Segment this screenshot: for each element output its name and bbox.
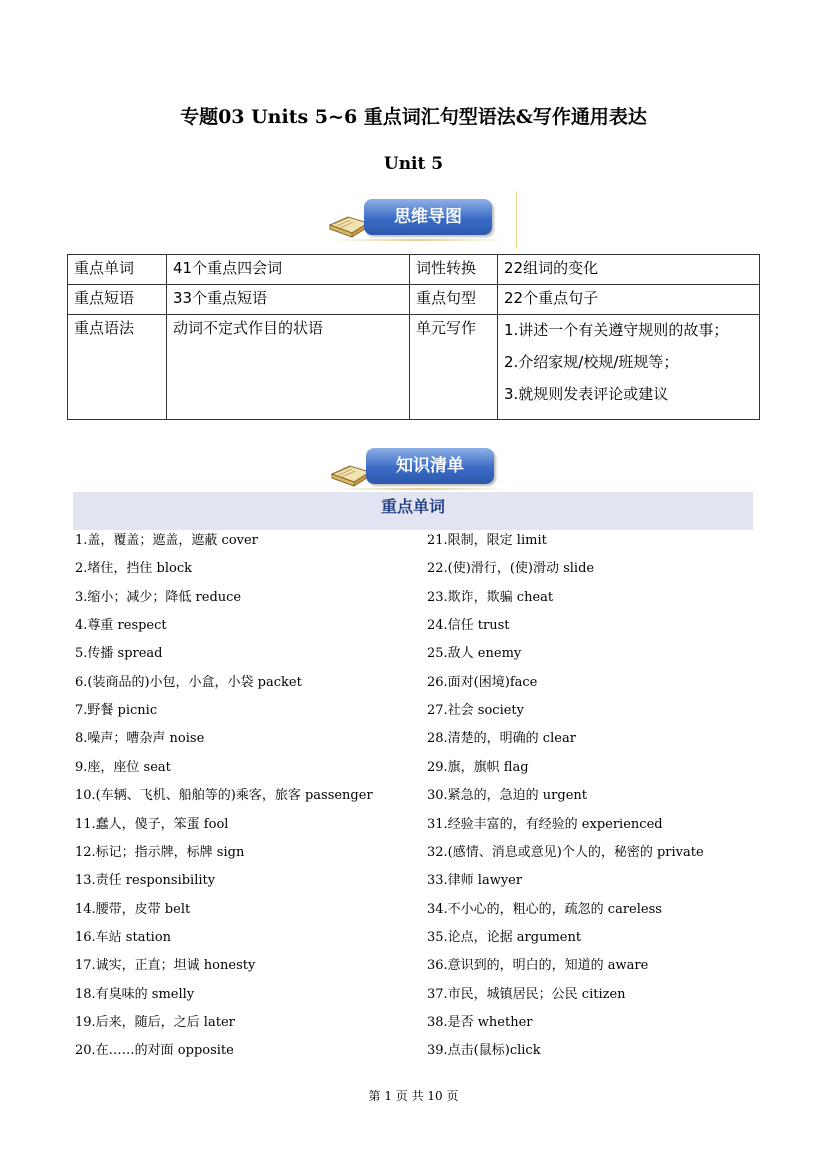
banner-divider xyxy=(516,191,517,249)
knowledge-list-label: 知识清单 xyxy=(366,448,494,484)
table-cell: 41个重点四会词 xyxy=(167,255,410,285)
vocab-item: 31.经验丰富的，有经验的 experienced xyxy=(427,816,663,832)
vocab-item: 34.不小心的，粗心的，疏忽的 careless xyxy=(427,901,662,917)
vocab-item: 23.欺诈，欺骗 cheat xyxy=(427,589,554,605)
vocab-item: 8.噪声；嘈杂声 noise xyxy=(75,731,205,747)
vocab-item: 13.责任 responsibility xyxy=(75,873,216,889)
banner-underline xyxy=(328,239,508,241)
vocab-item: 6.(装商品的)小包，小盒，小袋 packet xyxy=(75,674,302,690)
document-title: 专题03 Units 5~6 重点词汇句型语法&写作通用表达 xyxy=(180,106,647,128)
table-cell: 词性转换 xyxy=(410,255,498,285)
vocab-item: 25.敌人 enemy xyxy=(427,646,522,662)
cell-line: 22组词的变化 xyxy=(504,259,599,277)
vocab-item: 7.野餐 picnic xyxy=(75,703,158,719)
writing-task-3: 3.就规则发表评论或建议 xyxy=(504,385,669,403)
table-cell: 重点语法 xyxy=(68,315,167,420)
mind-map-label: 思维导图 xyxy=(364,199,492,235)
vocab-item: 30.紧急的，急迫的 urgent xyxy=(427,788,588,804)
table-cell: 33个重点短语 xyxy=(167,285,410,315)
table-cell xyxy=(498,315,760,420)
vocab-item: 10.(车辆、飞机、船舶等的)乘客，旅客 passenger xyxy=(75,788,373,804)
table-cell: 重点单词 xyxy=(68,255,167,285)
table-cell xyxy=(498,285,760,315)
table-cell: 重点短语 xyxy=(68,285,167,315)
unit-heading: Unit 5 xyxy=(383,154,444,174)
vocab-item: 3.缩小；减少；降低 reduce xyxy=(75,589,242,605)
table-row xyxy=(68,315,760,420)
vocab-item: 29.旗，旗帜 flag xyxy=(427,759,529,775)
vocab-item: 39.点击(鼠标)click xyxy=(427,1043,541,1059)
vocab-item: 9.座，座位 seat xyxy=(75,759,171,775)
vocab-item: 5.传播 spread xyxy=(75,646,163,662)
vocab-item: 32.(感情、消息或意见)个人的，秘密的 private xyxy=(427,844,704,860)
vocab-item: 37.市民，城镇居民；公民 citizen xyxy=(427,986,626,1002)
overview-table xyxy=(67,254,760,420)
table-row xyxy=(68,255,760,285)
vocab-item: 38.是否 whether xyxy=(427,1014,533,1030)
vocab-item: 27.社会 society xyxy=(427,703,525,719)
table-cell xyxy=(498,255,760,285)
table-cell: 单元写作 xyxy=(410,315,498,420)
vocab-item: 22.(使)滑行，(使)滑动 slide xyxy=(427,561,595,577)
vocab-item: 14.腰带，皮带 belt xyxy=(75,901,191,917)
vocab-item: 19.后来，随后，之后 later xyxy=(75,1014,235,1030)
section-title: 重点单词 xyxy=(73,492,753,530)
writing-task-1: 1.讲述一个有关遵守规则的故事； xyxy=(504,321,729,339)
vocab-item: 20.在……的对面 opposite xyxy=(75,1043,234,1059)
vocab-item: 16.车站 station xyxy=(75,929,172,945)
vocab-item: 35.论点，论据 argument xyxy=(427,929,582,945)
vocab-item: 33.律师 lawyer xyxy=(427,873,523,889)
table-cell: 动词不定式作目的状语 xyxy=(167,315,410,420)
table-row xyxy=(68,285,760,315)
vocab-item: 1.盖，覆盖；遮盖，遮蔽 cover xyxy=(75,533,258,548)
vocab-item: 4.尊重 respect xyxy=(75,618,167,634)
page-footer: 第 1 页 共 10 页 xyxy=(368,1089,459,1103)
vocab-item: 36.意识到的，明白的，知道的 aware xyxy=(427,958,649,974)
cell-line: 22个重点句子 xyxy=(504,289,599,307)
vocab-item: 12.标记；指示牌，标牌 sign xyxy=(75,844,245,860)
table-cell: 重点句型 xyxy=(410,285,498,315)
banner-underline xyxy=(330,488,510,490)
vocab-item: 24.信任 trust xyxy=(427,618,510,634)
vocab-item: 11.蠢人，傻子，笨蛋 fool xyxy=(75,816,229,832)
vocab-item: 26.面对(困境)face xyxy=(427,674,538,690)
vocab-item: 21.限制，限定 limit xyxy=(427,533,547,548)
vocab-item: 2.堵住，挡住 block xyxy=(75,561,193,577)
writing-task-2: 2.介绍家规/校规/班规等； xyxy=(504,353,679,371)
vocab-item: 17.诚实，正直；坦诚 honesty xyxy=(75,958,256,974)
vocab-item: 18.有臭味的 smelly xyxy=(75,986,195,1002)
vocab-item: 28.清楚的，明确的 clear xyxy=(427,731,576,747)
